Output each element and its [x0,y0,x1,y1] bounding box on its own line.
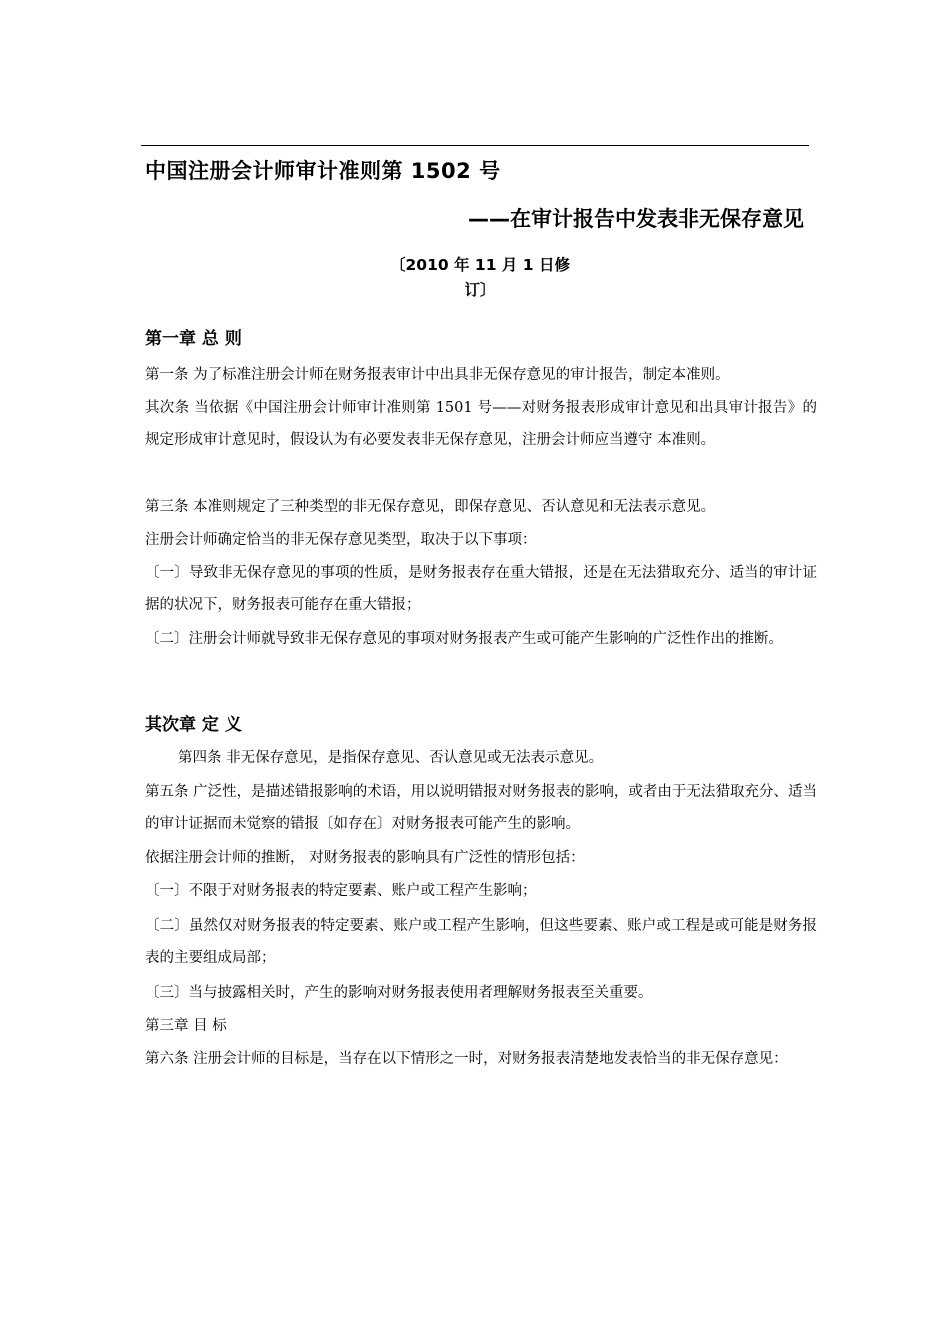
article-1: 第一条 为了标准注册会计师在财务报表审计中出具非无保存意见的审计报告，制定本准则。 [145,367,730,383]
document-title: 中国注册会计师审计准则第 1502 号 [145,159,501,183]
article-6: 第六条 注册会计师的目标是，当存在以下情形之一时，对财务报表清楚地发表恰当的非无保存意见： [145,1051,788,1067]
article-3-intro: 注册会计师确定恰当的非无保存意见类型，取决于以下事项： [145,532,537,548]
article-5-item-2: 〔二〕虽然仅对财务报表的特定要素、账户或工程产生影响，但这些要素、账户或工程是或可能是财务报表的主要组成局部； [145,918,817,966]
chapter-2-heading: 其次章 定 义 [145,715,242,735]
article-5-item-3: 〔三〕当与披露相关时，产生的影响对财务报表使用者理解财务报表至关重要。 [145,985,653,1001]
revision-line-1: 〔2010 年 11 月 1 日修 [390,256,570,274]
article-4: 第四条 非无保存意见，是指保存意见、否认意见或无法表示意见。 [178,750,604,766]
article-5-intro: 依据注册会计师的推断， 对财务报表的影响具有广泛性的情形包括： [145,850,585,866]
article-3-item-2: 〔二〕注册会计师就导致非无保存意见的事项对财务报表产生或可能产生影响的广泛性作出的推断。 [145,631,783,647]
article-2: 其次条 当依据《中国注册会计师审计准则第 1501 号——对财务报表形成审计意见和出具审计报告》的规定形成审计意见时，假设认为有必要发表非无保存意见，注册会计师应当遵守 本准则。 [145,400,817,448]
article-3: 第三条 本准则规定了三种类型的非无保存意见，即保存意见、否认意见和无法表示意见。 [145,499,716,515]
revision-date [380,253,580,303]
chapter-3-heading: 第三章 目 标 [145,1018,227,1034]
chapter-1-heading: 第一章 总 则 [145,329,242,349]
document-subtitle: ——在审计报告中发表非无保存意见 [468,207,804,231]
revision-line-2: 订〕 [464,281,496,299]
header-rule [141,145,809,146]
article-5-item-1: 〔一〕不限于对财务报表的特定要素、账户或工程产生影响； [145,883,537,899]
article-3-item-1: 〔一〕导致非无保存意见的事项的性质，是财务报表存在重大错报，还是在无法猎取充分、适当的审计证据的状况下，财务报表可能存在重大错报； [145,565,817,613]
article-5: 第五条 广泛性，是描述错报影响的术语，用以说明错报对财务报表的影响，或者由于无法猎取充分、适当的审计证据而未觉察的错报〔如存在〕对财务报表可能产生的影响。 [145,784,817,832]
